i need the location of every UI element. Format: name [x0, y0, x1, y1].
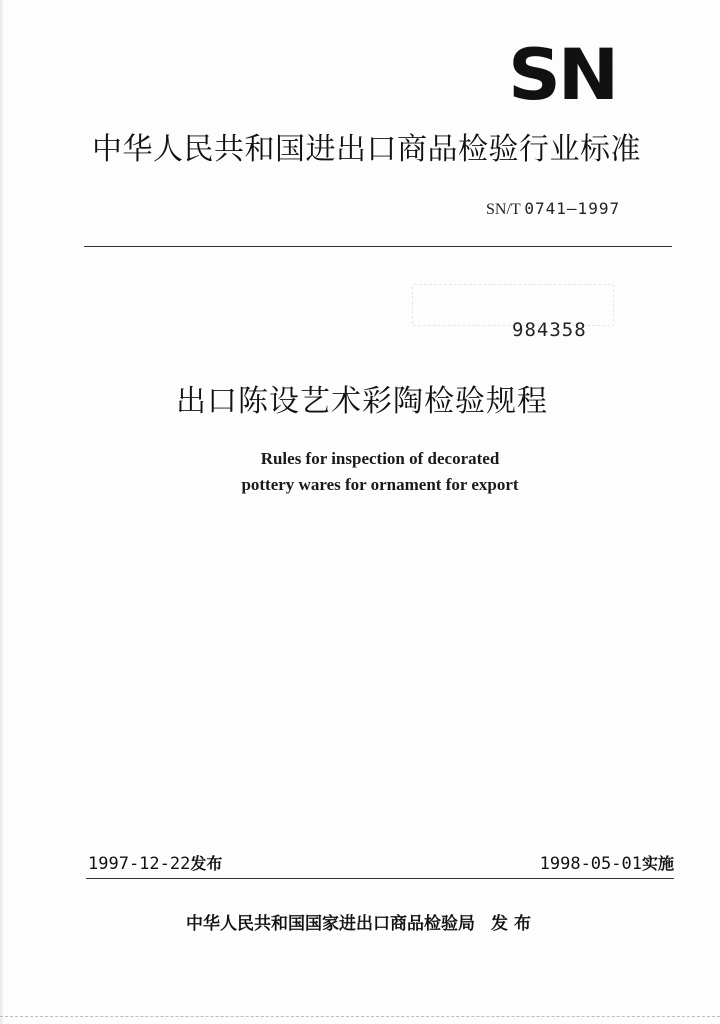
english-title-line-2: pottery wares for ornament for export — [241, 475, 519, 494]
english-title-line-1: Rules for inspection of decorated — [260, 449, 500, 468]
chinese-title: 出口陈设艺术彩陶检验规程 — [176, 384, 548, 419]
sn-logo: SN — [508, 34, 617, 116]
issue-date-value: 1997-12-22 — [88, 854, 191, 874]
standard-prefix: SN/T — [486, 201, 521, 218]
publisher-name: 中华人民共和国国家进出口商品检验局 — [186, 914, 475, 934]
publish-word: 发布 — [491, 914, 537, 934]
issue-date — [88, 852, 222, 876]
scan-bottom-edge — [0, 1016, 720, 1017]
date-row — [86, 852, 674, 878]
standard-code — [486, 198, 666, 221]
header-divider — [84, 246, 672, 247]
scan-edge-shadow — [0, 0, 4, 1024]
effective-date — [540, 852, 674, 876]
serial-number: 984358 — [512, 319, 587, 341]
publisher-line — [186, 912, 606, 936]
effective-suffix: 实施 — [641, 854, 674, 873]
effective-date-value: 1998-05-01 — [539, 854, 642, 874]
english-title — [170, 446, 590, 498]
footer-divider — [86, 878, 674, 879]
standard-number: 0741—1997 — [524, 199, 621, 218]
issue-suffix: 发布 — [190, 854, 223, 873]
organization-title: 中华人民共和国进出口商品检验行业标准 — [92, 132, 641, 167]
